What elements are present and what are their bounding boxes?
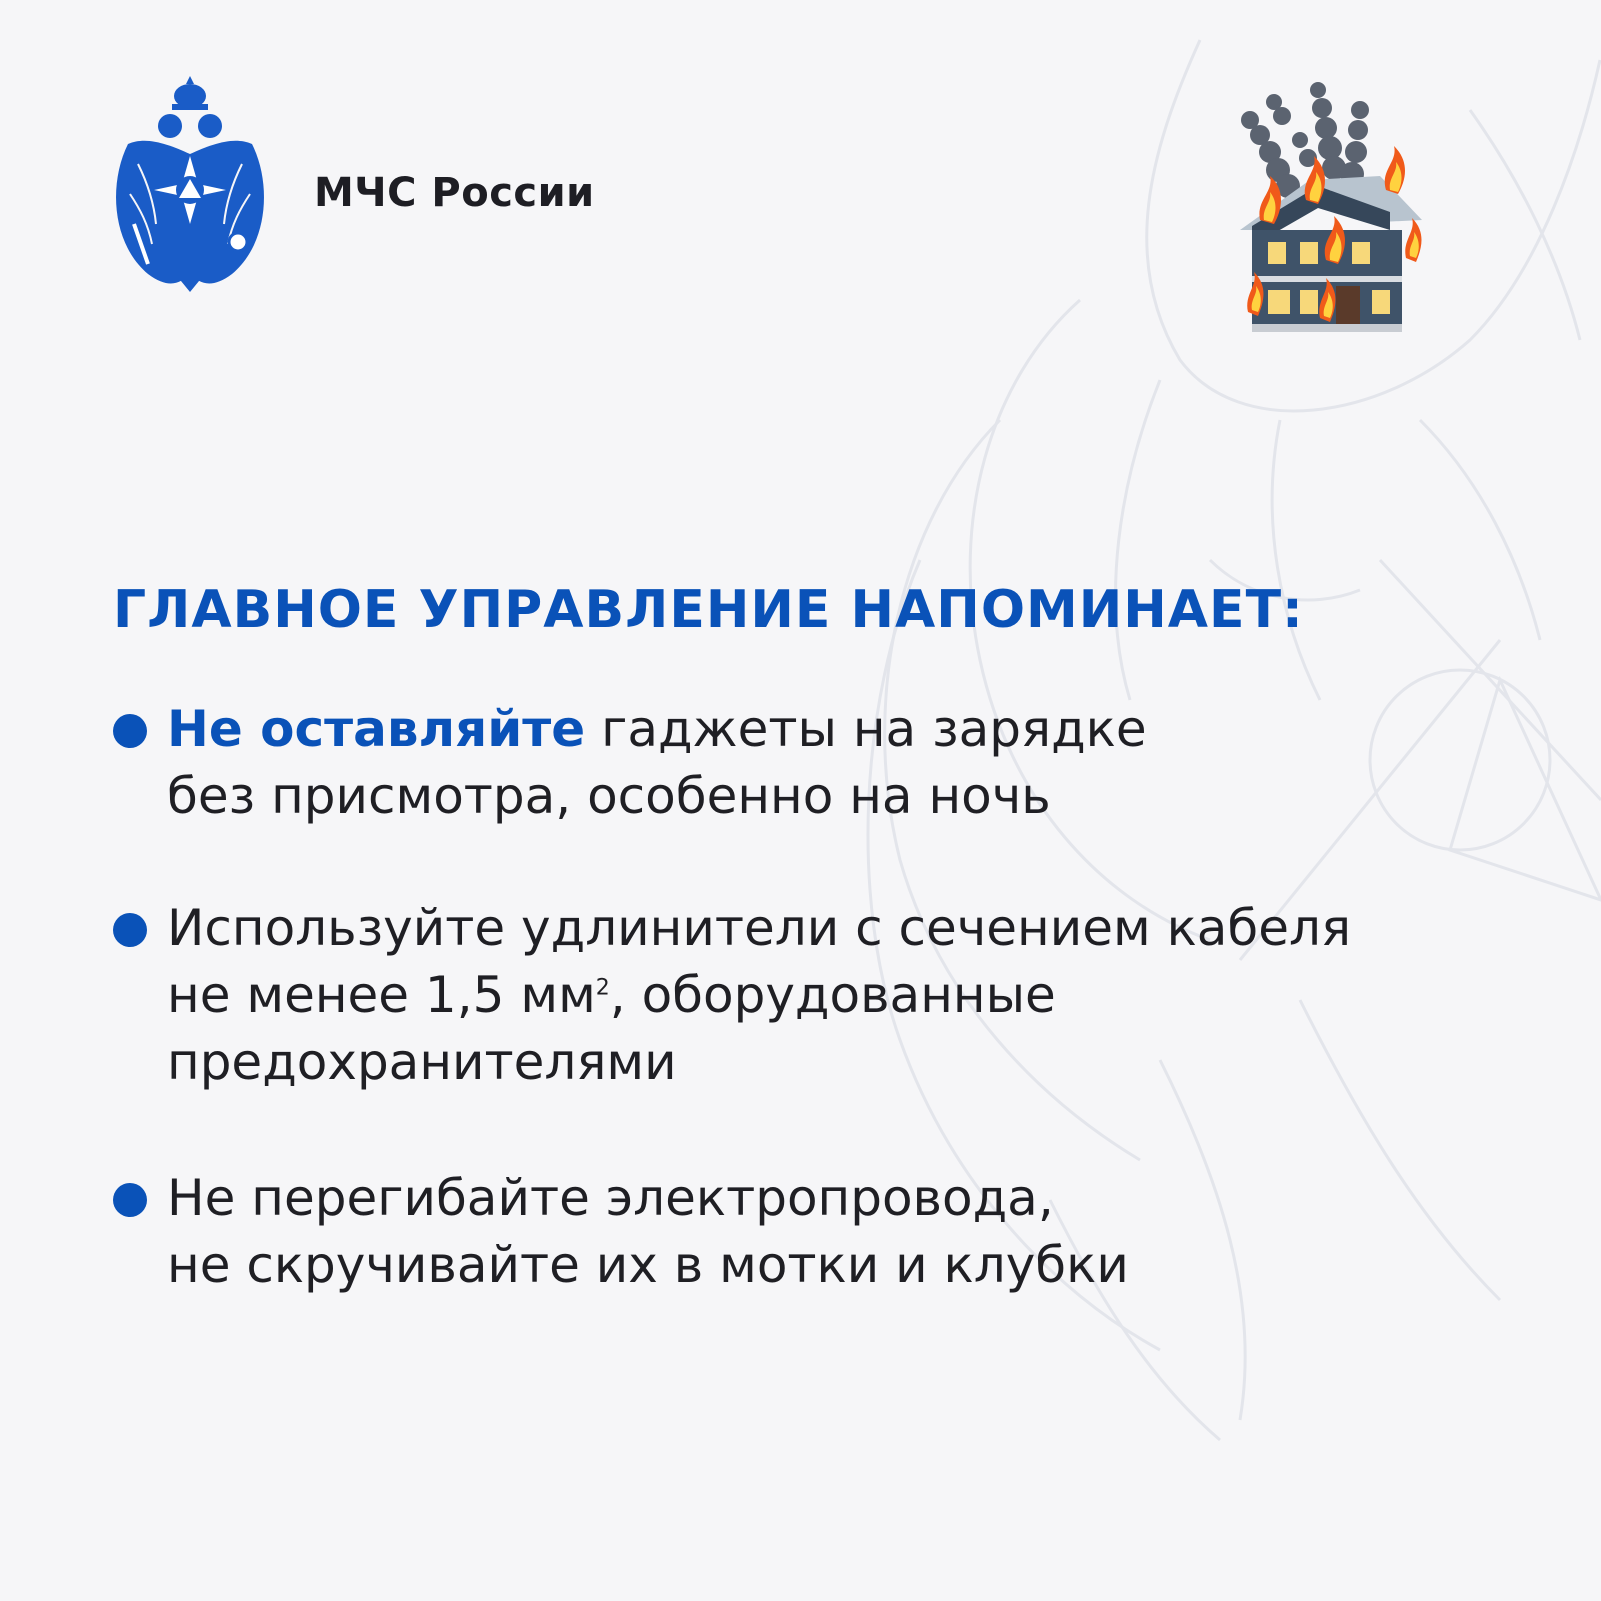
list-item-text: [167, 895, 1351, 1096]
emphasis-text: Не оставляйте: [167, 700, 586, 758]
list-item-line: Используйте удлинители с сечением кабеля: [167, 899, 1352, 957]
emercom-eagle-emblem-icon: [108, 74, 273, 294]
emercom-emblem-logo: [108, 74, 273, 294]
list-item-line: без присмотра, особенно на ночь: [167, 767, 1051, 825]
list-item-line-rest: гаджеты на зарядке: [585, 700, 1147, 758]
list-item-line: предохранителями: [167, 1033, 677, 1091]
list-item-line: не скручивайте их в мотки и клубки: [167, 1236, 1129, 1294]
burning-house-illustration: [1230, 80, 1450, 350]
list-item-text: [167, 1165, 1129, 1299]
superscript: 2: [595, 975, 610, 1001]
list-item-text: [167, 696, 1147, 830]
headline: ГЛАВНОЕ УПРАВЛЕНИЕ НАПОМИНАЕТ:: [113, 580, 1304, 640]
list-item-line-part: , оборудованные: [609, 966, 1056, 1024]
org-name: МЧС России: [314, 170, 595, 216]
bullet-dot-icon: [113, 1183, 147, 1217]
burning-house-icon: [1230, 80, 1450, 350]
list-item-line-part: не менее 1,5 мм: [167, 966, 596, 1024]
list-item-line: [167, 696, 1147, 763]
list-item-line: [167, 962, 1351, 1029]
bullet-dot-icon: [113, 714, 147, 748]
bullet-dot-icon: [113, 913, 147, 947]
list-item-line: Не перегибайте электропровода,: [167, 1169, 1054, 1227]
